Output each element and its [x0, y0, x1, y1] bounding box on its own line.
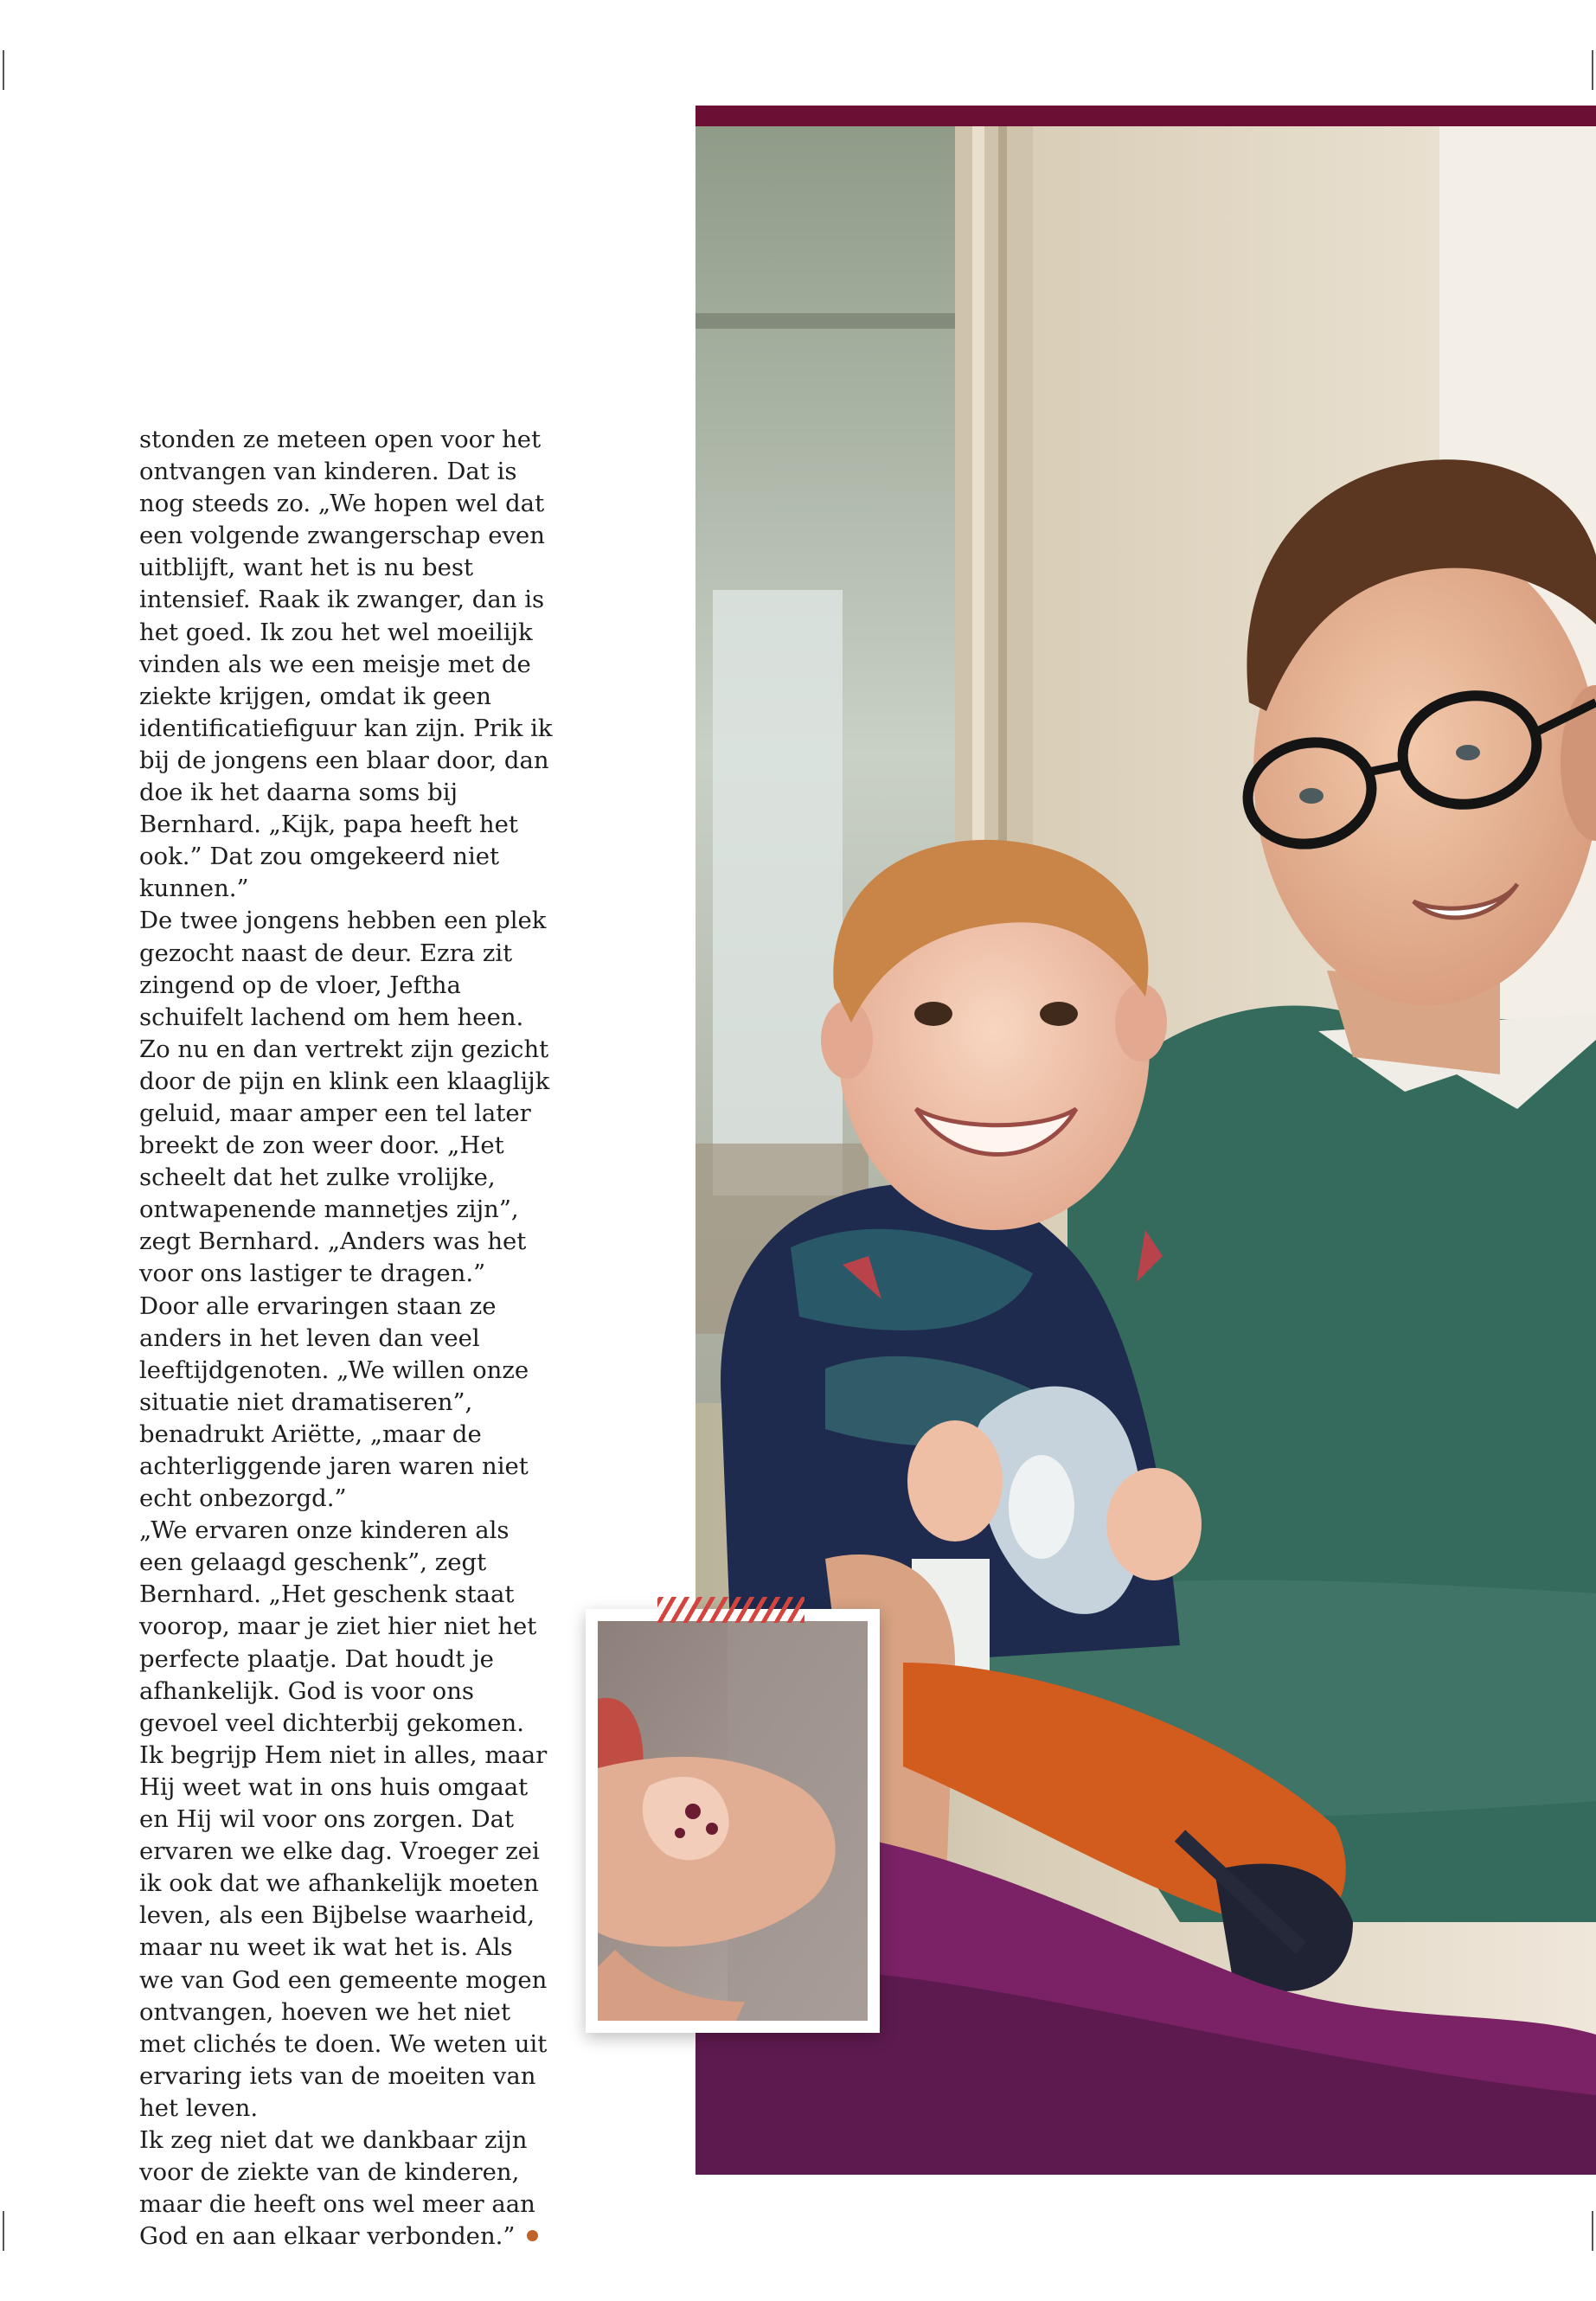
photo-accent-bar — [695, 106, 1596, 126]
end-of-article-dot — [527, 2230, 538, 2241]
article-paragraph: De twee jongens hebben een plek gezocht naast de deur. Ezra zit zingend op de vloer, Jeftha schuifelt lachend om hem heen. Zo nu en dan vertrekt zijn gezicht door de pijn en klink een klaaglijk geluid, maar amper een tel later breekt de zon weer door. „Het scheelt dat het zulke vrolijke, ontwapenende mannetjes zijn”, zegt Bernhard. „Anders was het voor ons lastiger te dragen.” — [139, 907, 550, 1288]
article-paragraph: Door alle ervaringen staan ze anders in het leven dan veel leeftijdgenoten. „We willen onze situatie niet dramatiseren”, benadrukt Ariëtte, „maar de achterliggende jaren waren niet echt onbezorgd.” — [139, 1292, 529, 1513]
article-paragraph: „We ervaren onze kinderen als een gelaagd geschenk”, zegt Bernhard. „Het geschenk staat voorop, maar je ziet hier niet het perfecte plaatje. Dat houdt je afhankelijk. God is voor ons gevoel veel dichterbij gekomen. Ik begrijp Hem niet in alles, maar Hij weet wat in ons huis omgaat en Hij wil voor ons zorgen. Dat ervaren we elke dag. Vroeger zei ik ook dat we afhankelijk moeten leven, als een Bijbelse waarheid, maar nu weet ik wat het is. Als we van God een gemeente mogen ontvangen, hoeven we het niet met clichés te doen. We weten uit ervaring iets van de moeiten van het leven. — [139, 1516, 548, 2122]
inset-photo — [586, 1609, 880, 2033]
article-paragraph: stonden ze meteen open voor het ontvangen van kinderen. Dat is nog steeds zo. „We hopen wel dat een volgende zwangerschap even uitblijft, want het is nu best intensief. Raak ik zwanger, dan is het goed. Ik zou het wel moeilijk vinden als we een meisje met de ziekte krijgen, omdat ik geen identificatiefiguur kan zijn. Prik ik bij de jongens een blaar door, dan doe ik het daarna soms bij Bernhard. „Kijk, papa heeft het ook.” Dat zou omgekeerd niet kunnen.” — [139, 426, 553, 903]
inset-photo-illustration — [598, 1621, 868, 2021]
article-paragraph-last — [139, 2125, 554, 2253]
article-paragraph-last-text: Ik zeg niet dat we dankbaar zijn voor de ziekte van de kinderen, maar die heeft ons wel meer aan God en aan elkaar verbonden.” — [139, 2125, 535, 2251]
crop-mark-bottom-right — [1592, 2211, 1593, 2251]
crop-mark-top-right — [1592, 50, 1593, 90]
article-text-column — [139, 424, 554, 2253]
crop-mark-bottom-left — [3, 2211, 4, 2251]
inset-decorative-hatch — [657, 1597, 804, 1623]
crop-mark-top-left — [3, 50, 4, 90]
